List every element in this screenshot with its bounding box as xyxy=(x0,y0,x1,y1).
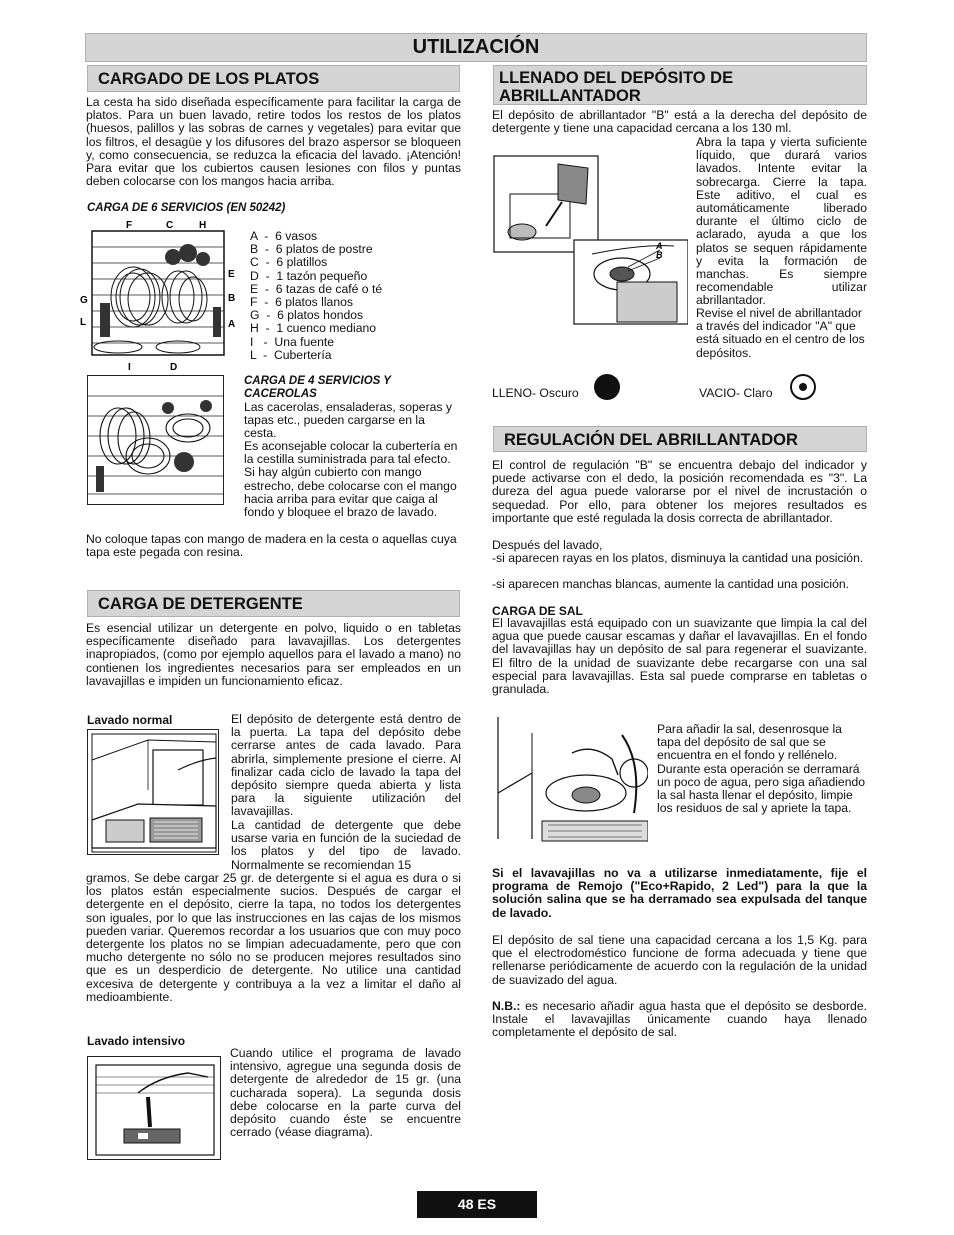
intensive-wash-figure xyxy=(87,1056,221,1160)
section-title-llenado: LLENADO DEL DEPÓSITO DE ABRILLANTADOR xyxy=(493,65,867,105)
fig-letter-b: B xyxy=(228,293,236,304)
section-title-regulacion: REGULACIÓN DEL ABRILLANTADOR xyxy=(493,426,867,452)
lavado-normal-text1: El depósito de detergente está dentro de la puerta. La tapa del depósito debe cerrarse antes de cada lavado. Para abrirla, simplemente presione el cierre. Al finalizar cada ciclo de lavado la tapa del depósito siempre queda abierta y lista para la siguiente utilización del lavavajillas. xyxy=(231,712,461,819)
fig-letter-e: E xyxy=(228,269,235,280)
legend-row: L - Cubertería xyxy=(250,347,332,362)
legend-row: A - 6 vasos xyxy=(250,229,318,243)
fig-letter-i: I xyxy=(128,362,131,373)
tapas-text: No coloque tapas con mango de madera en la cesta o aquellas cuya tapa este pegada con resina. xyxy=(86,532,457,560)
nb-note xyxy=(492,1000,867,1040)
legend-row: C - 6 platillos xyxy=(250,255,328,270)
carga-sal-text: El lavavajillas está equipado con un suavizante que limpia la cal del agua que puede causar escamas y dañar el lavavajillas. En el fondo del lavavajillas hay un depósito de sal para regenerar el suavizante. El filtro de la unidad de suavizante debe recargarse con una sal especial para lavavajillas. Esta sal puede comprarse en tabletas o granulada. xyxy=(492,616,867,697)
lavado-normal-label: Lavado normal xyxy=(87,713,173,727)
regulacion-text: El control de regulación "B" se encuentra debajo del indicador y puede activarse con el dedo, la posición recomendada es "3". La dureza del agua puede valorarse por el nivel de incrustación o sequedad. Por ello, para obtener los mejores resultados es importante que esté regulada la dosis correcta de abrillantador. xyxy=(492,458,867,525)
detergent-dispenser-figure xyxy=(87,729,219,855)
carga4-figure xyxy=(87,375,224,505)
fig-letter-c: C xyxy=(166,220,174,231)
dispenser-illustration xyxy=(88,730,219,855)
salt-illustration xyxy=(492,713,648,843)
rayas-text: -si aparecen rayas en los platos, disminuya la cantidad una posición. xyxy=(492,551,864,565)
fig-label-b: B xyxy=(656,250,663,260)
empty-indicator-icon xyxy=(790,374,816,400)
carga6-figure xyxy=(78,217,240,375)
detergente-intro: Es esencial utilizar un detergente en polvo, liquido o en tabletas específicamente diseñado para lavavajillas. Los detergentes inapropiados, (como por ejemplo aquellos para el lavado a mano) no contienen los ingredientes necesarios para ser empleados en un lavavajillas e impiden un funcionamiento eficaz. xyxy=(86,621,461,688)
sal-fig-text: Para añadir la sal, desenrosque la tapa del depósito de sal que se encuentra en el fondo y rellénelo. Durante esta operación se derramará un poco de agua, pero siga añadiendo la sal hasta llenar el depósito, limpie los residuos de sal y apriete la tapa. xyxy=(657,722,866,816)
section-title-detergente: CARGA DE DETERGENTE xyxy=(87,590,460,617)
lavado-intensivo-label: Lavado intensivo xyxy=(87,1034,186,1048)
llenado-intro: El depósito de abrillantador "B" está a la derecha del depósito de detergente y tiene una capacidad cercana a los 130 ml. xyxy=(492,108,867,136)
nb-label: N.B.: xyxy=(492,999,521,1013)
page-number: 48 ES xyxy=(417,1191,537,1218)
vacio-label: VACIO- Claro xyxy=(699,386,773,400)
carga4-title: CARGA DE 4 SERVICIOS Y CACEROLAS xyxy=(244,375,391,400)
legend-row: B - 6 platos de postre xyxy=(250,242,373,257)
page-title: UTILIZACIÓN xyxy=(85,33,867,62)
fig-letter-f: F xyxy=(126,220,133,231)
manchas-text: -si aparecen manchas blancas, aumente la cantidad una posición. xyxy=(492,577,850,591)
legend-row: D - 1 tazón pequeño xyxy=(250,268,368,283)
fig-label-a: A xyxy=(656,241,663,251)
fig-letter-g: G xyxy=(80,295,88,306)
load-legend xyxy=(250,230,460,362)
llenado-text: Abra la tapa y vierta suficiente líquido, que durará varios lavados. Intente evitar la sobrecarga. Cierre la tapa. Este aditivo, el cual es automáticamente liberado durante el último ciclo de aclarado, ayuda a que los platos se sequen rápidamente y evita la formación de manchas. Es siempre recomendable utilizar abrillantador. xyxy=(696,135,867,308)
rinse-aid-illustration xyxy=(492,154,688,328)
cargado-intro: La cesta ha sido diseñada específicamente para facilitar la carga de platos. Para un buen lavado, retire todos los restos de los platos (huesos, palillos y las sobras de carnes y vegetales) para evitar que los filtros, el desagüe y los difusores del brazo aspersor se bloqueen y, como consecuencia, se reduzca la eficacia del lavado. ¡Atención! Para evitar que los cubiertos causen lesiones con filos y puntas deben colocarse con los mangos hacia arriba. xyxy=(86,95,461,189)
dish-rack-illustration xyxy=(78,217,240,375)
llenado-text2: Revise el nivel de abrillantador a través del indicador "A" que está situado en el centro de los depósitos. xyxy=(696,306,865,360)
dish-rack-pots-illustration xyxy=(88,376,224,505)
legend-row: E - 6 tazas de café o té xyxy=(250,281,383,296)
sal-warning: Si el lavavajillas no va a utilizarse inmediatamente, fije el programa de Remojo ("Eco+Rapido, 2 Led") para la que la solución salina que se ha derramado sea expulsada del tanque de lavado. xyxy=(492,866,867,920)
fig-letter-a: A xyxy=(228,319,236,330)
carga4-text: Las cacerolas, ensaladeras, soperas y tapas etc., pueden cargarse en la cesta. xyxy=(244,400,452,441)
lavado-normal-text2: La cantidad de detergente que debe usarse varia en función de la suciedad de los platos y del tipo de lavado. Normalmente se recomiendan 15 xyxy=(231,818,461,872)
salt-container-figure xyxy=(492,713,648,843)
fig-letter-l: L xyxy=(80,317,87,328)
carga6-title: CARGA DE 6 SERVICIOS (EN 50242) xyxy=(87,202,286,214)
legend-row: F - 6 platos llanos xyxy=(250,295,353,310)
sal-capacidad: El depósito de sal tiene una capacidad cercana a los 1,5 Kg. para que el electrodoméstico funcione de forma adecuada y tiene que rellenarse periódicamente de acuerdo con la regulación de la unidad de suavizado del agua. xyxy=(492,933,867,987)
despues-text: Después del lavado, xyxy=(492,538,603,552)
section-title-cargado: CARGADO DE LOS PLATOS xyxy=(87,65,460,92)
carga-sal-title: CARGA DE SAL xyxy=(492,604,583,618)
rinse-aid-figure xyxy=(492,154,688,328)
lleno-label: LLENO- Oscuro xyxy=(492,386,579,400)
lavado-intensivo-text: Cuando utilice el programa de lavado intensivo, agregue una segunda dosis de detergente de alrededor de 15 gr. (una cucharada sopera). La segunda dosis debe colocarse en la parte curva del depósito cuando éste se encuentre cerrado (véase diagrama). xyxy=(230,1046,461,1140)
intensive-illustration xyxy=(88,1057,221,1160)
lavado-normal-text3: gramos. Se debe cargar 25 gr. de detergente si el agua es dura o si los platos están especialmente sucios. Después de cargar el detergente en el depósito, cierre la tapa, no todos los detergentes son iguales, por lo que las instrucciones en las cajas de los mismos pueden variar. Queremos recordar a los usuarios que con muy poco detergente los platos no se limpian adecuadamente, pero que con mucho detergente no sólo no se producen mejores resultados sino que es un desperdicio de detergente. No utilice una cantidad excesiva de detergente y contribuya a la vez a limitar el daño al medioambiente. xyxy=(86,871,461,1004)
nb-text: es necesario añadir agua hasta que el depósito se desborde. Instale el lavavajillas únicamente cuando haya llenado completamente el depósito de sal. xyxy=(492,999,867,1040)
legend-row: H - 1 cuenco mediano xyxy=(250,321,377,336)
fig-letter-d: D xyxy=(170,362,178,373)
fig-letter-h: H xyxy=(199,220,207,231)
legend-row: G - 6 platos hondos xyxy=(250,308,364,323)
full-indicator-icon xyxy=(594,374,620,400)
carga4-text2: Es aconsejable colocar la cubertería en la cestilla suministrada para tal efecto. Si hay algún cubierto con mango estrecho, debe colocarse con el mango hacia arriba para evitar que caiga al fondo y bloquee el brazo de lavado. xyxy=(244,439,458,520)
legend-row: I - Una fuente xyxy=(250,334,335,349)
